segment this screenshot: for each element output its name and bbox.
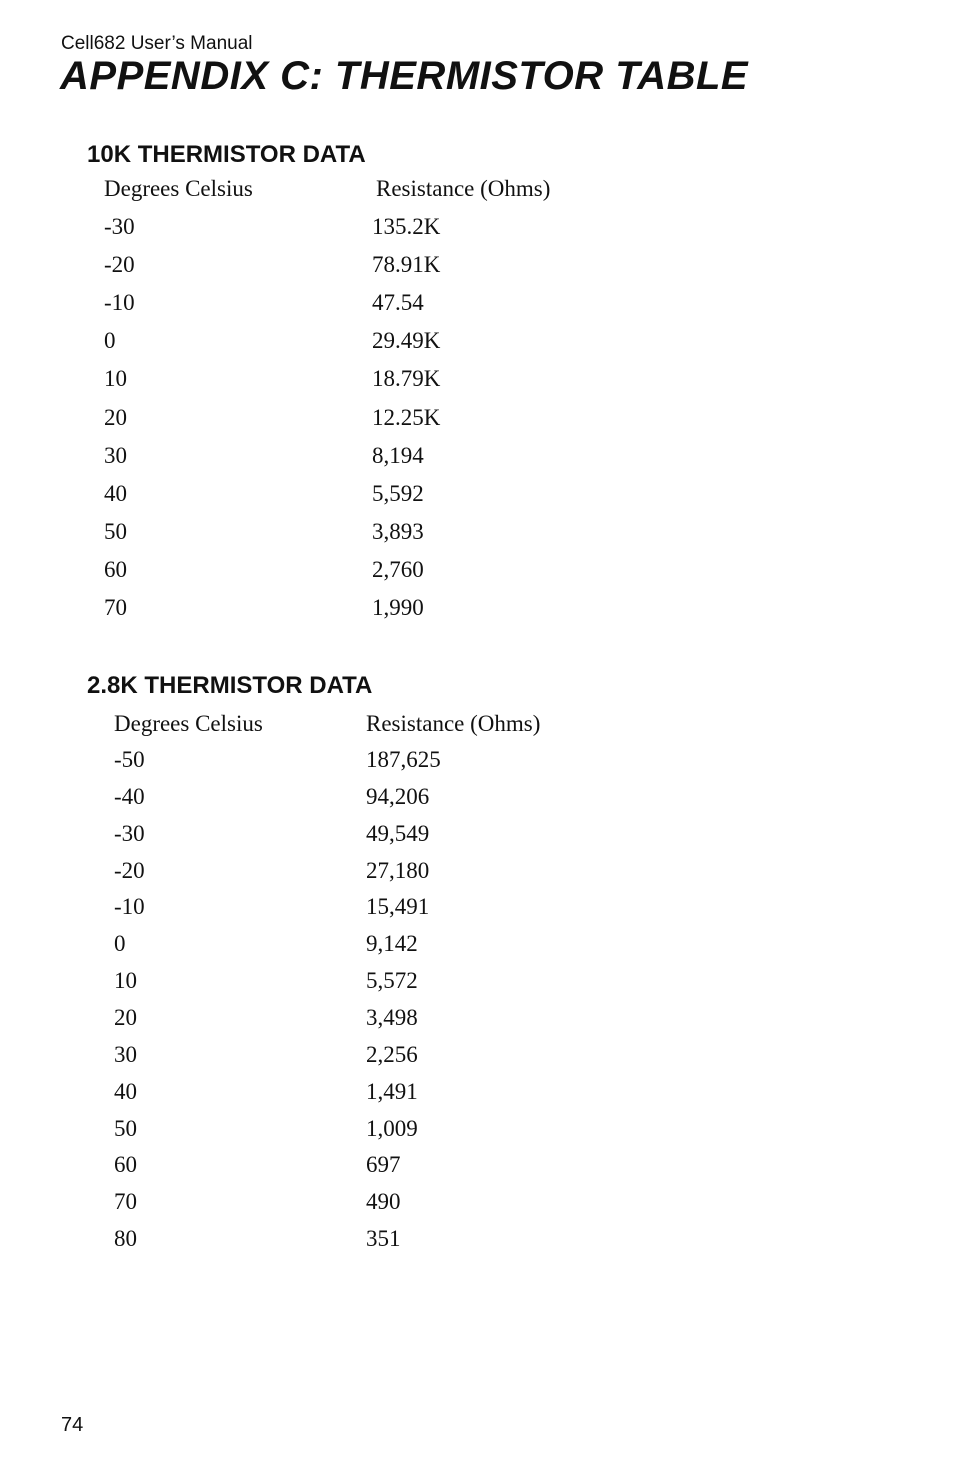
cell-degrees: -20 [114, 858, 145, 883]
section-heading-2-8k: 2.8K THERMISTOR DATA [87, 672, 373, 699]
cell-degrees: 50 [114, 1116, 137, 1141]
cell-degrees: -10 [104, 290, 135, 315]
cell-resistance: 8,194 [372, 443, 424, 468]
cell-degrees: -10 [114, 894, 145, 919]
cell-resistance: 47.54 [372, 290, 424, 315]
running-head: Cell682 User’s Manual [61, 33, 253, 54]
cell-degrees: 70 [114, 1189, 137, 1214]
cell-degrees: 20 [104, 405, 127, 430]
cell-resistance: 351 [366, 1226, 401, 1251]
cell-degrees: 0 [114, 931, 126, 956]
cell-degrees: -40 [114, 784, 145, 809]
cell-resistance: 2,256 [366, 1042, 418, 1067]
cell-degrees: 40 [104, 481, 127, 506]
cell-degrees: 30 [114, 1042, 137, 1067]
column-header-degrees: Degrees Celsius [114, 711, 263, 736]
cell-resistance: 94,206 [366, 784, 430, 809]
page-number: 74 [61, 1414, 84, 1436]
cell-resistance: 1,990 [372, 595, 424, 620]
appendix-title: APPENDIX C: THERMISTOR TABLE [60, 54, 749, 98]
cell-resistance: 697 [366, 1152, 401, 1177]
cell-resistance: 78.91K [372, 252, 441, 277]
cell-degrees: -20 [104, 252, 135, 277]
cell-degrees: 20 [114, 1005, 137, 1030]
cell-degrees: 10 [104, 366, 127, 391]
column-header-resistance: Resistance (Ohms) [366, 711, 541, 736]
cell-resistance: 1,491 [366, 1079, 418, 1104]
cell-degrees: 10 [114, 968, 137, 993]
cell-degrees: 60 [114, 1152, 137, 1177]
cell-resistance: 9,142 [366, 931, 418, 956]
cell-degrees: 50 [104, 519, 127, 544]
cell-resistance: 18.79K [372, 366, 441, 391]
cell-resistance: 3,893 [372, 519, 424, 544]
column-header-resistance: Resistance (Ohms) [376, 176, 551, 201]
cell-resistance: 29.49K [372, 328, 441, 353]
cell-resistance: 2,760 [372, 557, 424, 582]
cell-resistance: 15,491 [366, 894, 430, 919]
cell-resistance: 5,572 [366, 968, 418, 993]
cell-degrees: 40 [114, 1079, 137, 1104]
cell-resistance: 49,549 [366, 821, 430, 846]
cell-degrees: 60 [104, 557, 127, 582]
cell-resistance: 1,009 [366, 1116, 418, 1141]
cell-resistance: 12.25K [372, 405, 441, 430]
section-heading-10k: 10K THERMISTOR DATA [87, 141, 366, 168]
cell-degrees: -50 [114, 747, 145, 772]
cell-degrees: 0 [104, 328, 116, 353]
cell-resistance: 490 [366, 1189, 401, 1214]
cell-resistance: 27,180 [366, 858, 430, 883]
cell-degrees: 80 [114, 1226, 137, 1251]
cell-resistance: 135.2K [372, 214, 441, 239]
cell-degrees: -30 [114, 821, 145, 846]
cell-degrees: 70 [104, 595, 127, 620]
cell-resistance: 5,592 [372, 481, 424, 506]
column-header-degrees: Degrees Celsius [104, 176, 253, 201]
cell-degrees: -30 [104, 214, 135, 239]
cell-degrees: 30 [104, 443, 127, 468]
cell-resistance: 3,498 [366, 1005, 418, 1030]
cell-resistance: 187,625 [366, 747, 441, 772]
